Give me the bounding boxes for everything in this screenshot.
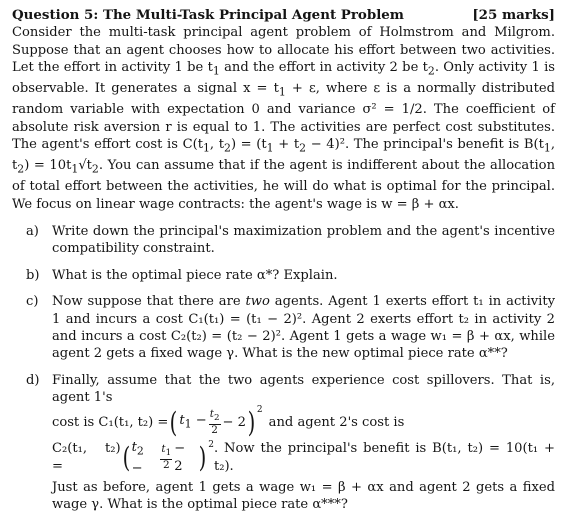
question-marks: [25 marks] xyxy=(472,7,555,23)
cost2-equation: C₂(t₁, t₂) = ( $t_2$ − $\frac{t_1}{2}$ − 2 ) $^2$ . Now the principal's benefit is B(t₁, t₂) = 10(t₁ + t₂). xyxy=(52,439,555,476)
part-d xyxy=(12,372,555,514)
part-c-text: Now suppose that there are two agents. Agent 1 exerts effort t₁ in activity 1 and incurs a cost C₁(t₁) = (t₁ − 2)². Agent 2 exerts effort t₂ in activity 2 and incurs a cost C₂(t₂) = (t₂ − 2)². Agent 1 gets a wage w₁ = β + αx, while agent 2 gets a fixed wage γ. What is the new optimal piece rate α**? xyxy=(52,294,556,362)
question-title: Question 5: The Multi-Task Principal Agent Problem xyxy=(12,7,404,23)
part-b-text: What is the optimal piece rate α*? Explain. xyxy=(52,267,338,283)
question-header xyxy=(12,7,555,24)
part-a-label: a) xyxy=(26,223,39,239)
part-b-label: b) xyxy=(26,267,40,283)
question-intro: Consider the multi-task principal agent problem of Holmstrom and Milgrom. Suppose that an agent chooses how to allocate his effort between two activities. Let the effort in activity 1 be $t_1$ and the effort in activity 2 be $t_2$. Only activity 1 is observable. It generates a signal $x = t_1 + \varepsilon$, where ε is a normally distributed random variable with expectation 0 and variance σ² = 1/2. The coefficient of absolute risk aversion r is equal to 1. The activities are perfect cost substitutes. The agent's effort cost is $C(t_1$, $t_2) = (t_1 + t_2 - 4)^2$. The principal's benefit is $B(t_1$, $t_2) = 10t_1√t_2$. You can assume that if the agent is indifferent about the allocation of total effort between the activities, he will do what is optimal for the principal. We focus on linear wage contracts: the agent's wage is w = β + αx. xyxy=(12,25,556,212)
question-parts xyxy=(12,223,555,514)
part-c-label: c) xyxy=(26,294,39,310)
part-a xyxy=(12,223,555,258)
part-c xyxy=(12,293,555,363)
cost1-equation: cost is C₁(t₁, t₂) = ( $t_1$ − $\frac{t_2}{2}$ − 2 ) $^2$ and agent 2's cost is xyxy=(52,404,405,439)
part-d-label: d) xyxy=(26,372,40,388)
part-b xyxy=(12,267,555,284)
part-a-text: Write down the principal's maximization problem and the agent's incentive compatibility constraint. xyxy=(52,223,555,257)
part-d-text: Finally, assume that the two agents experience cost spillovers. That is, agent 1's cost is C₁(t₁, t₂) = ( $t_1$ − $\frac{t_2}{2}$ − 2 ) $^2$ and agent 2's cost is C₂(t₁, t₂) = ( $t_2$ − $\frac{t_1}{2}$ − 2 ) $^2$ . Now the principal's benefit is B(t₁, t₂) = 10(t₁ + t₂). Just as before, agent 1 gets a wage w₁ = β + αx and agent 2 gets a fixed wage γ. What is the optimal piece rate α***? xyxy=(52,372,555,513)
